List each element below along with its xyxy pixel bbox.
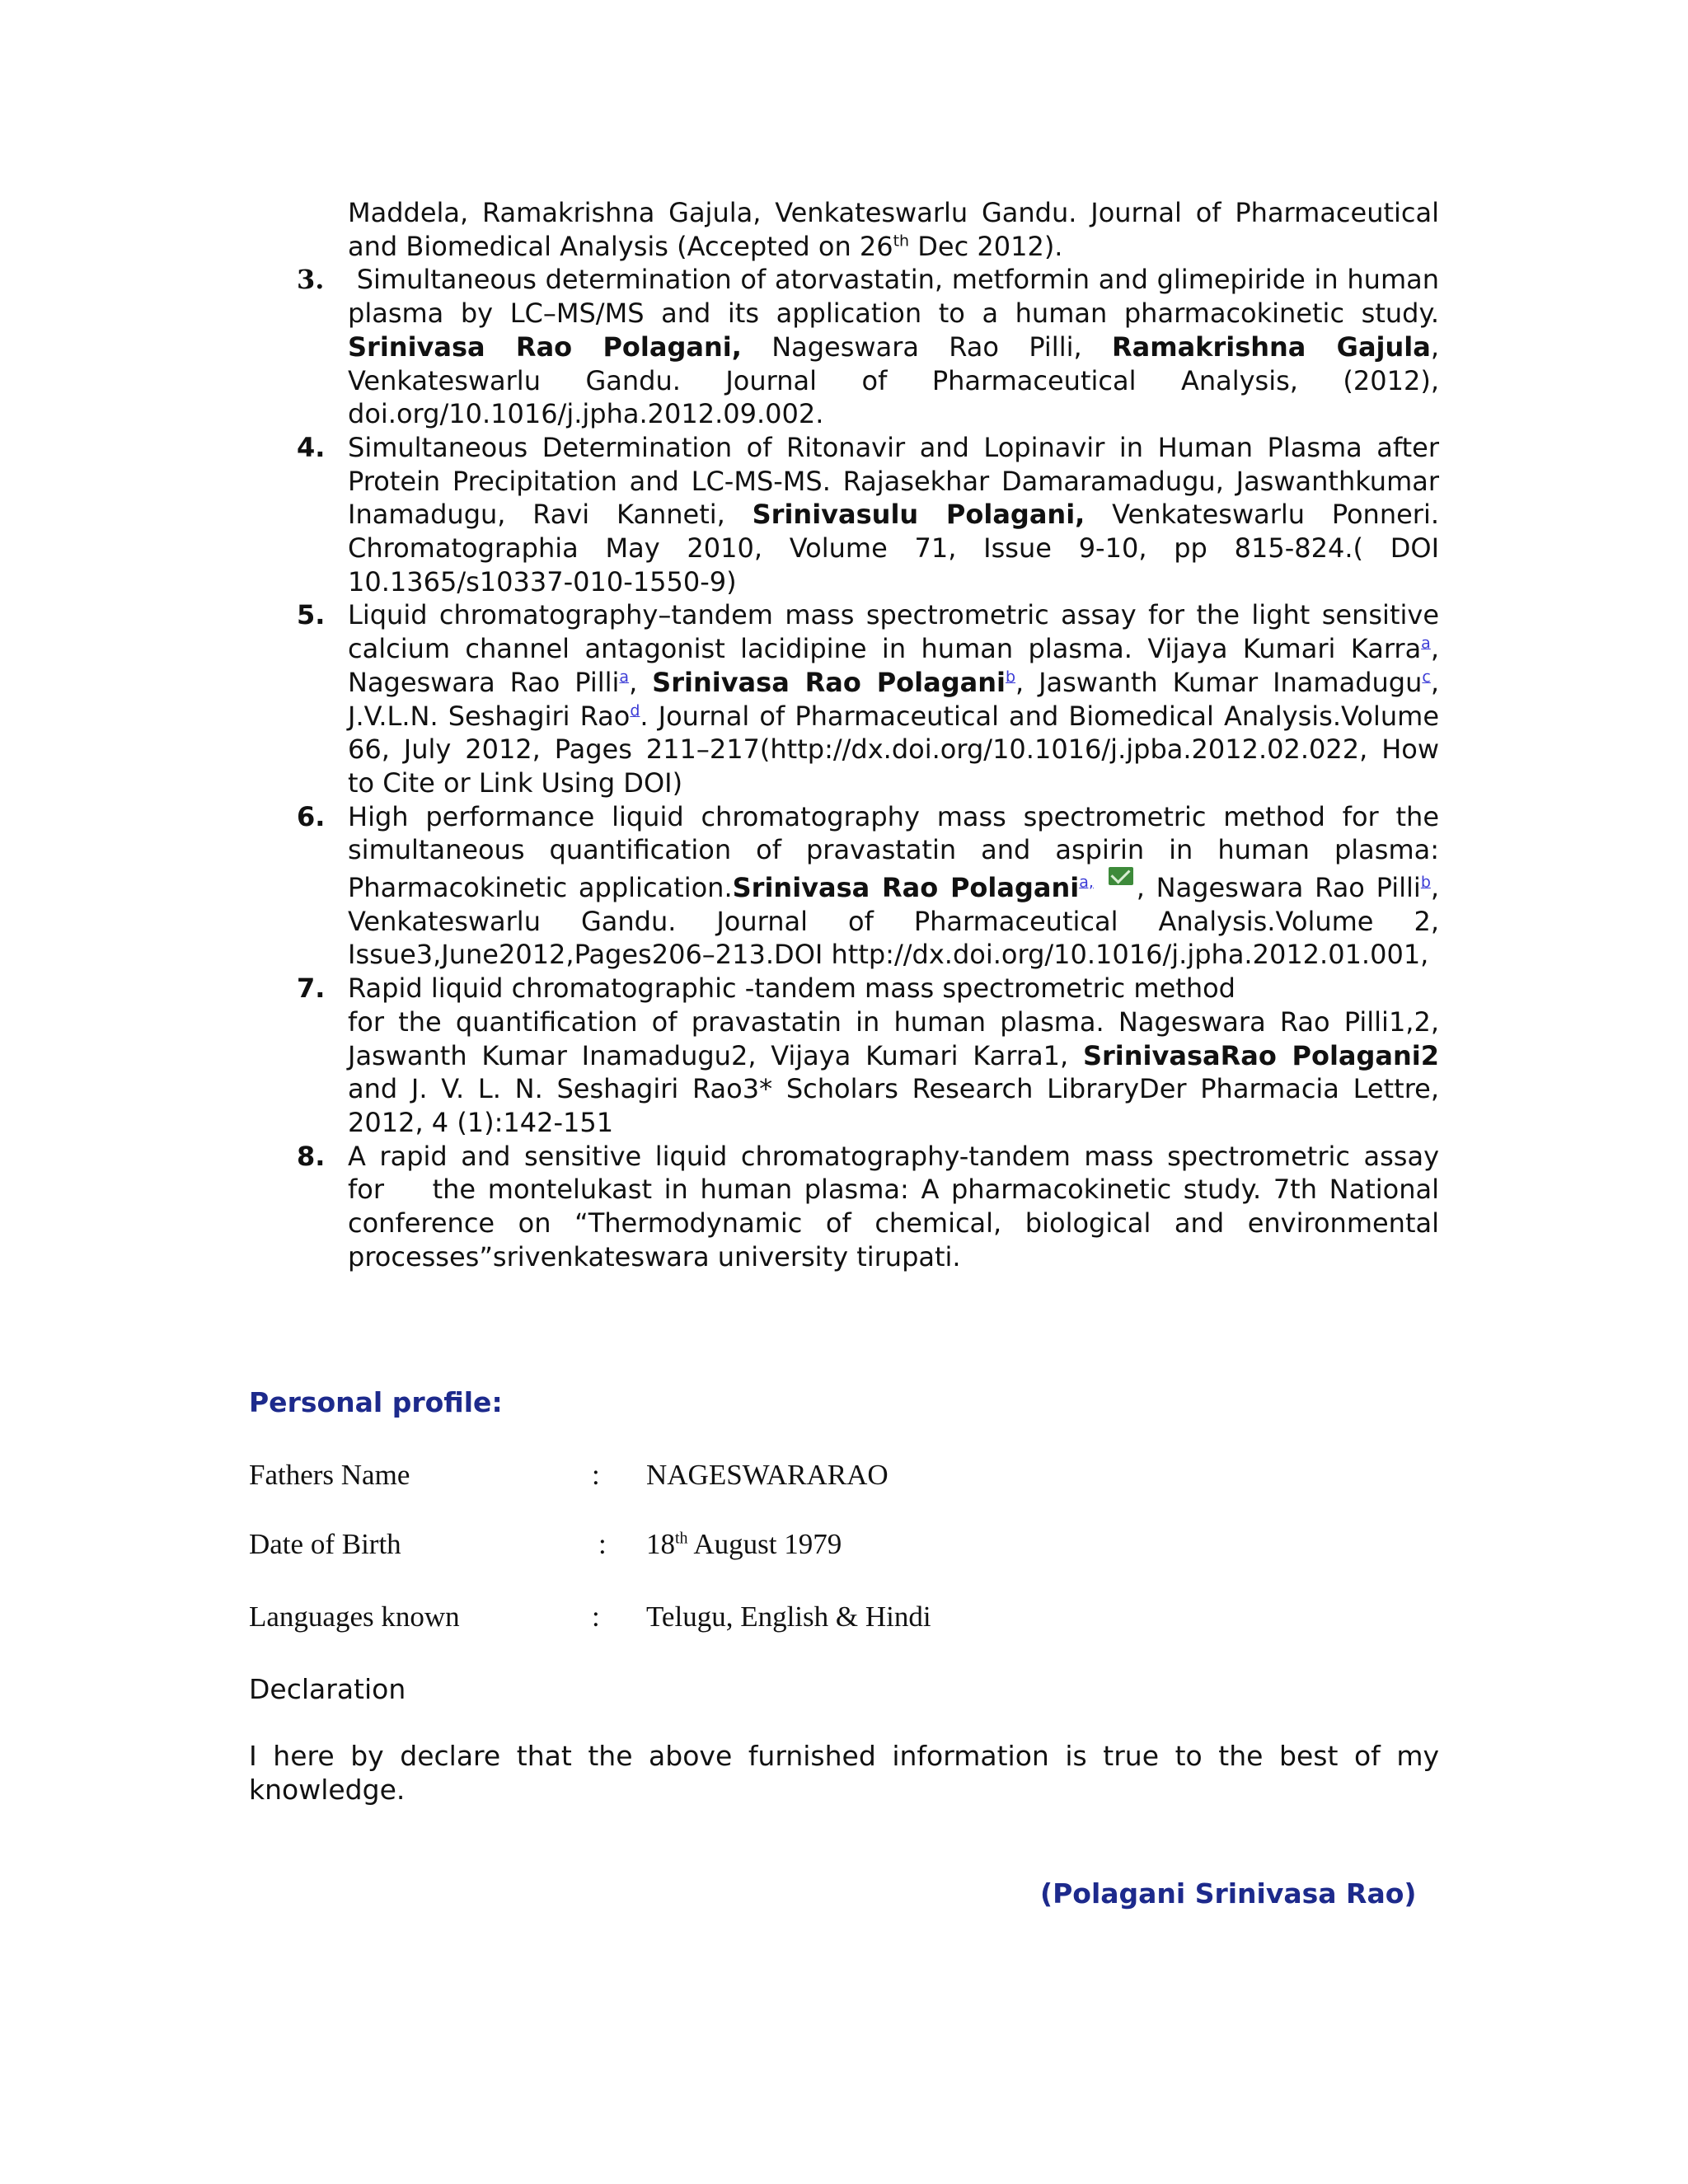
publication-text: , Nageswara Rao Pilli: [1136, 872, 1421, 904]
publication-first-line: Rapid liquid chromatographic -tandem mass spectrometric method: [348, 972, 1236, 1005]
author-name: Nageswara Rao Pilli,: [771, 330, 1082, 363]
publication-text: , Nageswara Rao Pilli: [348, 633, 1439, 698]
publication-details: Venkateswarlu Ponneri. Chromatographia May 2010, Volume 71, Issue 9-10, pp 815-824.( DOI 10.1365/s10337-010-1550-9): [348, 499, 1440, 598]
publication-number: 3.: [297, 264, 325, 296]
affiliation-link[interactable]: a,: [1079, 873, 1094, 892]
affiliation-link[interactable]: b: [1420, 873, 1431, 892]
publication-item-5: [297, 598, 1439, 799]
affiliation-link[interactable]: d: [630, 701, 640, 719]
publication-item-3: [297, 263, 1439, 431]
publication-text: High performance liquid chromatography mass spectrometric method for the simultaneous quantification of pravastatin and aspirin in human plasma: Pharmacokinetic application.: [348, 800, 1439, 904]
author-highlight: Srinivasulu Polagani,: [752, 499, 1085, 531]
affiliation-link[interactable]: a: [619, 668, 630, 687]
publication-text: Simultaneous Determination of Ritonavir and Lopinavir in Human Plasma after Protein Precipitation and LC-MS-MS. Rajasekhar Damaramadugu, Jaswanthkumar Inamadugu, Ravi Kanneti,: [348, 431, 1439, 531]
continuation-journal-end: Dec 2012).: [917, 230, 1063, 262]
publication-details: , Venkateswarlu Gandu. Journal of Pharmaceutical Analysis, (2012), doi.org/10.1016/j.jpha.2012.09.002.: [348, 330, 1440, 430]
publication-details: . Journal of Pharmaceutical and Biomedical Analysis.Volume 66, July 2012, Pages 211–217(http://dx.doi.org/10.1016/j.jpba.2012.02.022, How to Cite or Link Using DOI): [348, 700, 1440, 799]
publication-number: 5.: [297, 599, 326, 631]
publication-item-4: [297, 431, 1439, 599]
publication-details: , Venkateswarlu Gandu. Journal of Pharmaceutical Analysis.Volume 2, Issue3,June2012,Pages206–213.DOI http://dx.doi.org/10.1016/j.jpha.2012.01.001,: [348, 872, 1440, 971]
declaration-text: I here by declare that the above furnished information is true to the best of my knowledge.: [249, 1740, 1439, 1806]
continuation-authors: Maddela, Ramakrishna Gajula, Venkateswarlu Gandu.: [348, 197, 1077, 228]
affiliation-link[interactable]: a: [1421, 634, 1431, 653]
author-highlight: Srinivasa Rao Polagani: [732, 872, 1080, 904]
publication-number: 7.: [297, 972, 326, 1005]
personal-profile-heading: Personal profile:: [249, 1386, 503, 1418]
publication-text: , Jaswanth Kumar Inamadugu: [1015, 666, 1423, 698]
email-icon[interactable]: [1109, 867, 1133, 885]
profile-label: Languages known: [249, 1601, 460, 1633]
profile-label: Fathers Name: [249, 1459, 410, 1491]
affiliation-link[interactable]: b: [1005, 668, 1016, 687]
publication-continuation: [348, 196, 1439, 263]
publication-text: , J.V.L.N. Seshagiri Rao: [348, 666, 1440, 732]
signature: (Polagani Srinivasa Rao): [1040, 1877, 1417, 1910]
continuation-journal-sup: th: [893, 232, 910, 251]
publication-text: Liquid chromatography–tandem mass spectrometric assay for the light sensitive calcium channel antagonist lacidipine in human plasma. Vijaya Kumari Karra: [348, 599, 1439, 665]
publication-text: for the quantification of pravastatin in human plasma. Nageswara Rao Pilli1,2, Jaswanth Kumar Inamadugu2, Vijaya Kumari Karra1,: [348, 1005, 1439, 1071]
publication-item-8: [297, 1140, 1448, 1274]
publication-number: 6.: [297, 800, 326, 832]
author-highlight: Srinivasa Rao Polagani,: [348, 330, 742, 363]
author-highlight: Ramakrishna Gajula: [1111, 330, 1431, 363]
publication-number: 4.: [297, 431, 326, 463]
profile-colon: :: [598, 1528, 607, 1560]
affiliation-link[interactable]: c: [1422, 668, 1431, 687]
publication-number: 8.: [297, 1140, 326, 1172]
publication-item-6: [297, 800, 1439, 972]
profile-value: Telugu, English & Hindi: [646, 1601, 931, 1633]
profile-value: 18th August 1979: [646, 1528, 842, 1560]
publication-text: ,: [629, 666, 638, 698]
publications-list: [297, 196, 1448, 1274]
profile-value: NAGESWARARAO: [646, 1459, 889, 1491]
profile-colon: :: [592, 1459, 600, 1491]
publication-details: and J. V. L. N. Seshagiri Rao3* Scholars Research LibraryDer Pharmacia Lettre, 2012, 4 (1):142-151: [348, 1073, 1439, 1138]
publication-item-7: [297, 972, 1439, 1140]
author-highlight: Srinivasa Rao Polagani: [652, 666, 1006, 698]
profile-label: Date of Birth: [249, 1528, 401, 1560]
continuation-journal: Journal of Pharmaceutical and Biomedical Analysis (Accepted on 26: [348, 197, 1440, 262]
author-highlight: SrinivasaRao Polagani2: [1082, 1039, 1440, 1071]
declaration-title: Declaration: [249, 1673, 406, 1705]
profile-colon: :: [592, 1601, 600, 1633]
publication-title: Simultaneous determination of atorvastatin, metformin and glimepiride in human plasma by LC–MS/MS and its application to a human pharmacokinetic study.: [348, 264, 1439, 330]
publication-text: A rapid and sensitive liquid chromatography-tandem mass spectrometric assay for the montelukast in human plasma: A pharmacokinetic study. 7th National conference on “Thermodynamic of chemical, biological and environmental processes”srivenkateswara university tirupati.: [348, 1140, 1448, 1272]
